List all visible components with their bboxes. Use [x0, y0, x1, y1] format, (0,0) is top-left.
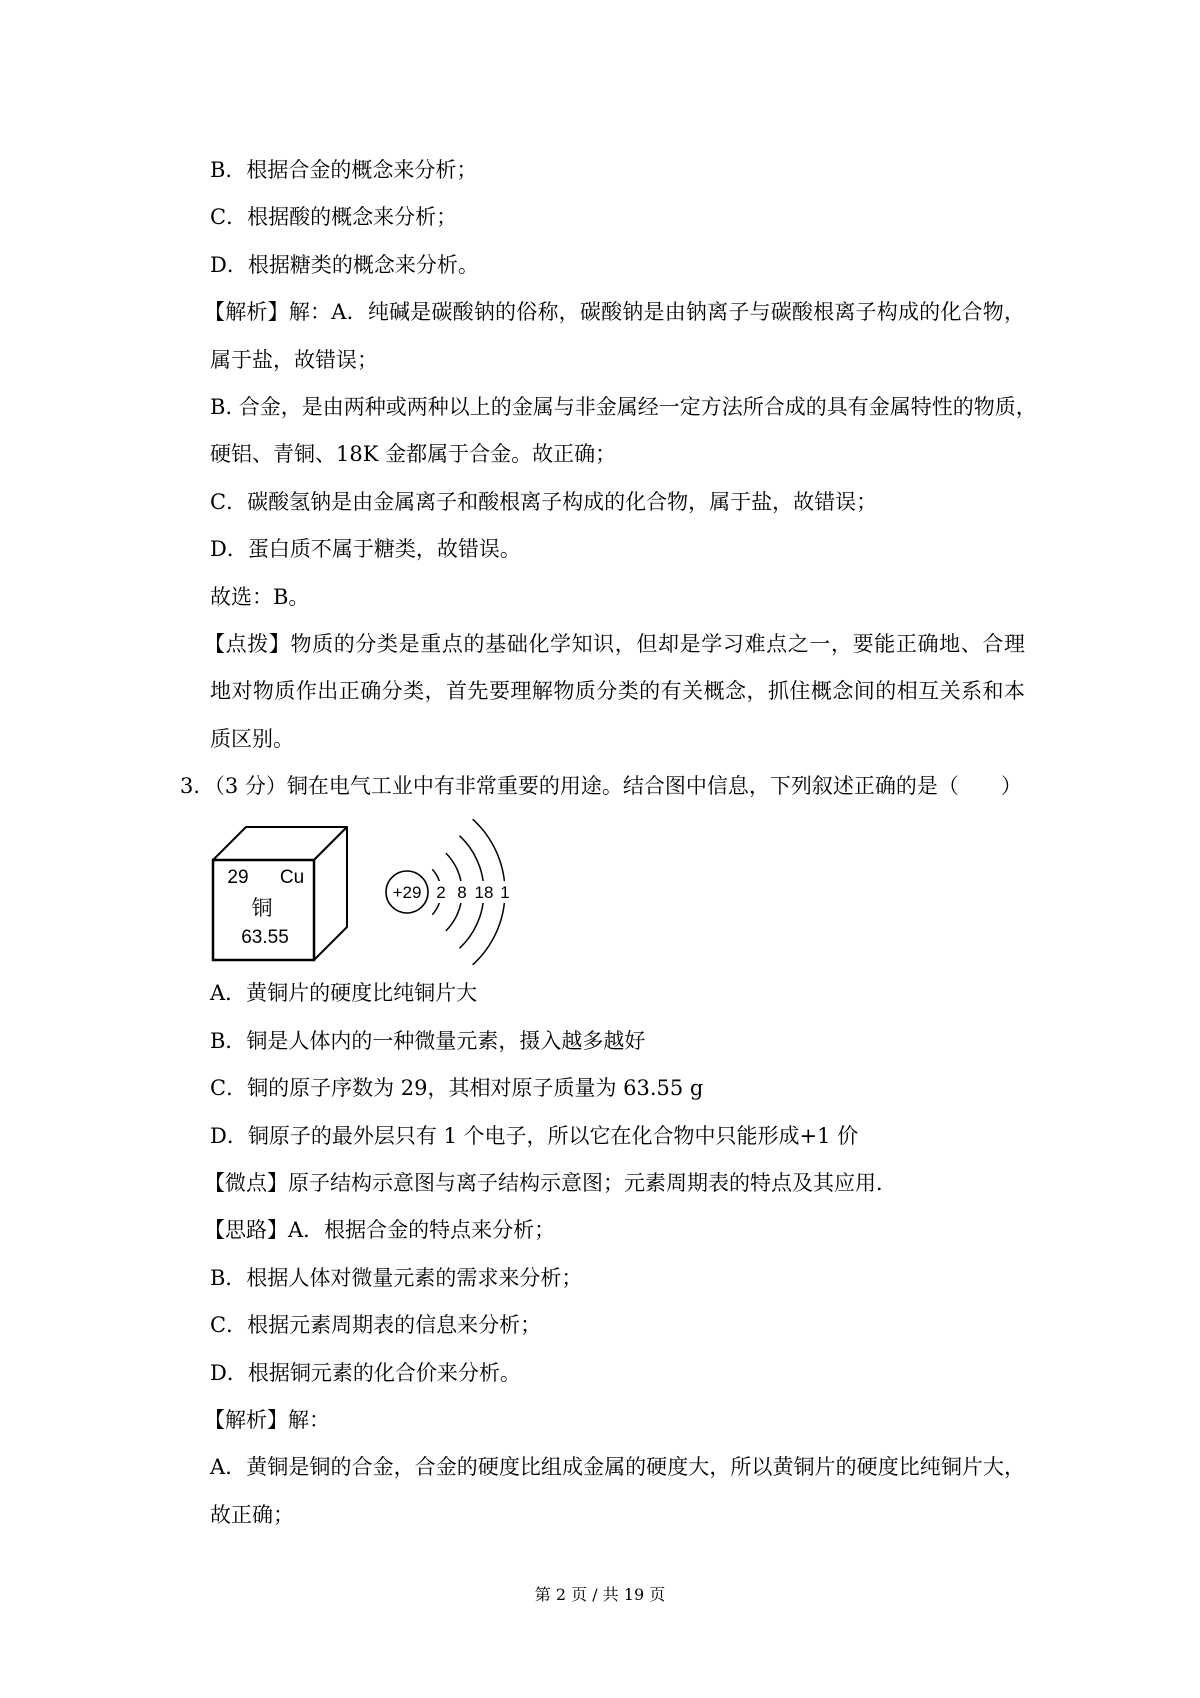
option-b: B．铜是人体内的一种微量元素，摄入越多越好: [210, 1028, 646, 1053]
analysis-line: D．蛋白质不属于糖类，故错误。: [210, 537, 521, 562]
analysis-line: 故正确；: [210, 1502, 294, 1527]
analysis-line: 【解析】解：A．纯碱是碳酸钠的俗称，碳酸钠是由钠离子与碳酸根离子构成的化合物，: [204, 300, 1025, 325]
approach-line: D．根据铜元素的化合价来分析。: [210, 1360, 521, 1385]
element-symbol: Cu: [279, 867, 305, 889]
question-3-figure: [210, 810, 1025, 970]
option-c: C．铜的原子序数为 29，其相对原子质量为 63.55 g: [210, 1076, 704, 1101]
analysis-line: C．碳酸氢钠是由金属离子和酸根离子构成的化合物，属于盐，故错误；: [210, 489, 878, 514]
option-d: D．铜原子的最外层只有 1 个电子，所以它在化合物中只能形成+1 价: [210, 1123, 859, 1148]
approach-line: B．根据合金的概念来分析；: [210, 158, 478, 182]
key-point-line: 【微点】原子结构示意图与离子结构示意图；元素周期表的特点及其应用．: [204, 1171, 897, 1196]
copper-figure: [210, 810, 530, 970]
analysis-line: 硬铝、青铜、18K 金都属于合金。故正确；: [210, 442, 617, 467]
analysis-line: A．黄铜是铜的合金，合金的硬度比组成金属的硬度大，所以黄铜片的硬度比纯铜片大，: [210, 1455, 1025, 1480]
shell-electron-count: 18: [474, 883, 494, 903]
option-a: A．黄铜片的硬度比纯铜片大: [210, 981, 478, 1006]
shell-electron-count: 8: [457, 883, 467, 903]
tip-line: 质区别。: [210, 726, 294, 751]
page-content: [180, 147, 1037, 1539]
approach-line: B．根据人体对微量元素的需求来分析；: [210, 1265, 583, 1290]
nuclear-charge: +29: [392, 883, 422, 903]
shell-electron-count: 1: [500, 883, 510, 903]
analysis-line: B. 合金，是由两种或两种以上的金属与非金属经一定方法所合成的具有金属特性的物质，: [210, 394, 1037, 419]
question-3-stem: 3．（3 分）铜在电气工业中有非常重要的用途。结合图中信息，下列叙述正确的是（ ）: [180, 774, 1022, 799]
approach-line: 【思路】A．根据合金的特点来分析；: [204, 1218, 556, 1243]
approach-line: D．根据糖类的概念来分析。: [210, 252, 479, 277]
element-card: [213, 827, 347, 960]
element-name: 铜: [251, 896, 273, 921]
tip-line: 地对物质作出正确分类，首先要理解物质分类的有关概念，抓住概念间的相互关系和本: [210, 679, 1025, 704]
approach-line: C．根据元素周期表的信息来分析；: [210, 1313, 542, 1338]
analysis-line: 【解析】解：: [204, 1407, 330, 1432]
approach-line: C．根据酸的概念来分析；: [210, 205, 458, 230]
shell-electron-count: 2: [436, 883, 446, 903]
page-number-footer: 第 2 页 / 共 19 页: [534, 1585, 666, 1604]
atom-structure-diagram: [386, 820, 511, 966]
answer-line: 故选：B。: [210, 584, 310, 609]
element-atomic-number: 29: [227, 867, 249, 889]
analysis-line: 属于盐，故错误；: [210, 347, 378, 372]
tip-line: 【点拨】物质的分类是重点的基础化学知识，但却是学习难点之一，要能正确地、合理: [204, 631, 1025, 656]
element-relative-atomic-mass: 63.55: [241, 927, 289, 949]
